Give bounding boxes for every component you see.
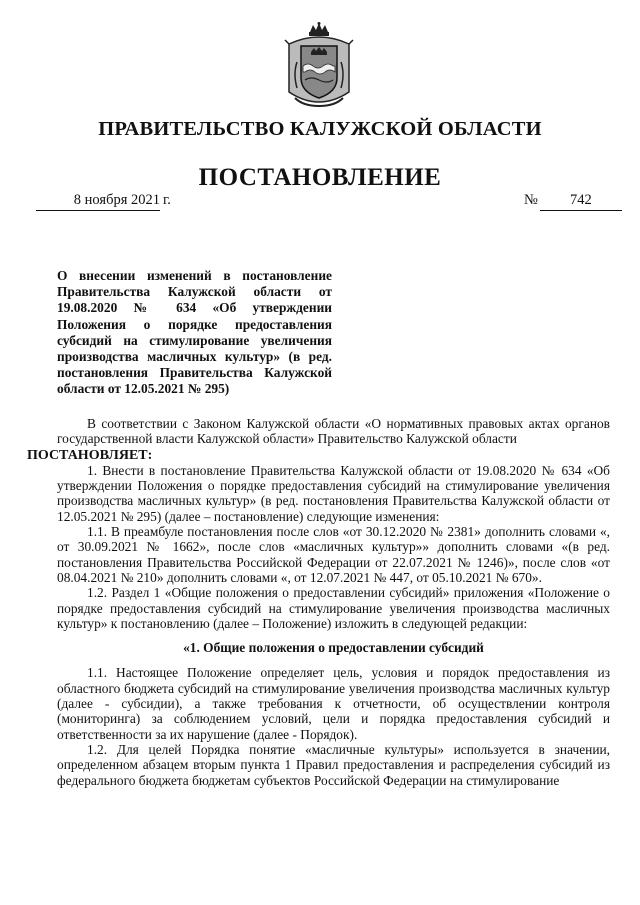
clause-1-1: 1.1. В преамбуле постановления после слов «от 30.12.2020 № 2381» дополнить словами «, от 30.09.2021 № 1662», после слов «масличных культур»» дополнить словами «(в ред. постановления Правительства Российской Федерации от 22.07.2021 № 1246)», после слов «от 08.04.2021 № 210» дополнить словами «, от 12.07.2021 № 447, от 05.10.2021 № 670». (57, 524, 610, 585)
decree-date-suffix: г. (163, 192, 171, 208)
intro-paragraph (27, 416, 610, 463)
decree-number-value: 742 (540, 192, 622, 211)
section-clause-1-1: 1.1. Настоящее Положение определяет цель, условия и порядок предоставления из областного бюджета субсидий на стимулирование увеличения производства масличных культур (далее - субсидии), а также требования к отчетности, об осуществлении контроля (мониторинга) за соблюдением условий, цели и порядка предоставления субсидий и ответственности за их нарушение (далее - Порядок). (57, 665, 610, 742)
decree-date (36, 192, 171, 211)
section-clause-1-2: 1.2. Для целей Порядка понятие «масличные культуры» используется в значении, определенном абзацем вторым пункта 1 Правил предоставления и распределения субсидий из федерального бюджета бюджетам субъектов Российской Федерации на стимулирование (57, 741, 610, 788)
section-heading: «1. Общие положения о предоставлении субсидий (183, 640, 484, 656)
document-type-title: ПОСТАНОВЛЕНИЕ (198, 164, 442, 191)
decree-date-value: 8 ноября 2021 (36, 192, 160, 211)
decree-subject: О внесении изменений в постановление Правительства Калужской области от 19.08.2020 № 634 «Об утверждении Положения о порядке предоставления субсидий на стимулирование увеличения производства масличных культур» (в ред. постановления Правительства Калужской области от 12.05.2021 № 295) (57, 268, 332, 397)
decree-number (524, 192, 622, 211)
decree-number-label: № (524, 192, 538, 208)
kaluga-coat-of-arms-icon (283, 22, 355, 108)
government-title: ПРАВИТЕЛЬСТВО КАЛУЖСКОЙ ОБЛАСТИ (98, 118, 542, 140)
decree-body (27, 416, 610, 788)
clause-1: 1. Внести в постановление Правительства Калужской области от 19.08.2020 № 634 «Об утверждении Положения о порядке предоставления субсидий на стимулирование увеличения производства масличных культур» (в ред. постановления Правительства Калужской области от 12.05.2021 № 295) (далее – постановление) следующие изменения: (57, 462, 610, 524)
clause-1-2: 1.2. Раздел 1 «Общие положения о предоставлении субсидий» приложения «Положение о порядке предоставления субсидий на стимулирование увеличения производства масличных культур» к постановлению (далее – Положение) изложить в следующей редакции: (57, 585, 610, 631)
resolves-keyword: ПОСТАНОВЛЯЕТ: (27, 447, 153, 463)
intro-text: В соответствии с Законом Калужской области «О нормативных правовых актах органов государственной власти Калужской области» Правительство Калужской области (57, 416, 610, 447)
